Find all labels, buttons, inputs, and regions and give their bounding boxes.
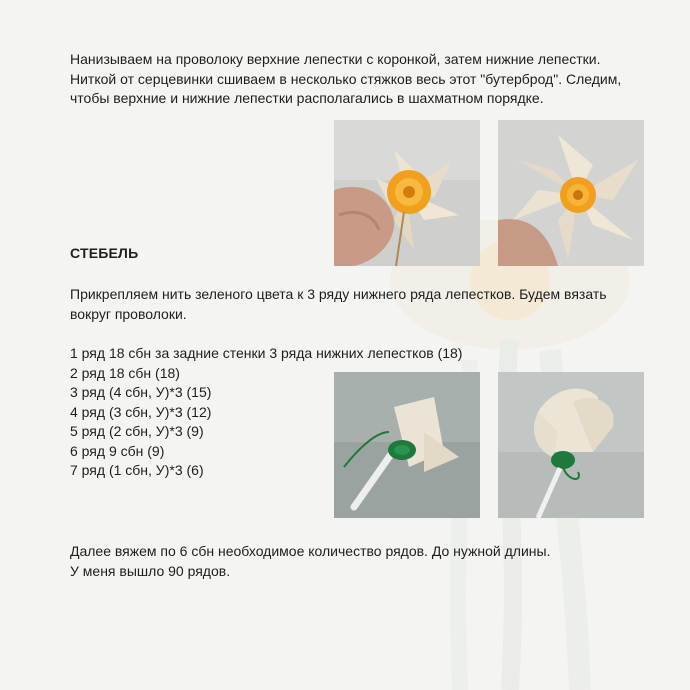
intro-line: Нанизываем на проволоку верхние лепестки с коронкой, затем нижние лепестки. [70, 51, 601, 67]
pattern-row: 6 ряд 9 сбн (9) [70, 442, 165, 459]
stem-intro-paragraph [70, 285, 607, 324]
section-heading-stem: СТЕБЕЛЬ [70, 245, 139, 261]
photo-stem-progress [498, 372, 644, 518]
pattern-row: 4 ряд (3 сбн, У)*3 (12) [70, 403, 212, 420]
pattern-row: 3 ряд (4 сбн, У)*3 (15) [70, 384, 212, 400]
outro-paragraph [70, 542, 550, 581]
pattern-row: 7 ряд (1 сбн, У)*3 (6) [70, 462, 204, 478]
photo-stem-start [334, 372, 480, 518]
pattern-row: 5 ряд (2 сбн, У)*3 (9) [70, 423, 204, 439]
outro-line: Далее вяжем по 6 сбн необходимое количество рядов. До нужной длины. [70, 543, 551, 559]
outro-line: У меня вышло 90 рядов. [70, 562, 231, 579]
photo-assembled-flower-front [498, 120, 644, 266]
intro-line: Ниткой от серцевинки сшиваем в несколько стяжков весь этот "бутерброд". Следим, [70, 70, 622, 87]
intro-paragraph [70, 50, 621, 109]
pattern-row: 2 ряд 18 сбн (18) [70, 364, 180, 381]
pattern-row: 1 ряд 18 сбн за задние стенки 3 ряда нижних лепестков (18) [70, 345, 463, 361]
stem-intro-line: Прикрепляем нить зеленого цвета к 3 ряду нижнего ряда лепестков. Будем вязать [70, 286, 607, 302]
stem-intro-line: вокруг проволоки. [70, 305, 187, 322]
photo-assembled-flower-side [334, 120, 480, 266]
intro-line: чтобы верхние и нижние лепестки располагались в шахматном порядке. [70, 90, 544, 106]
